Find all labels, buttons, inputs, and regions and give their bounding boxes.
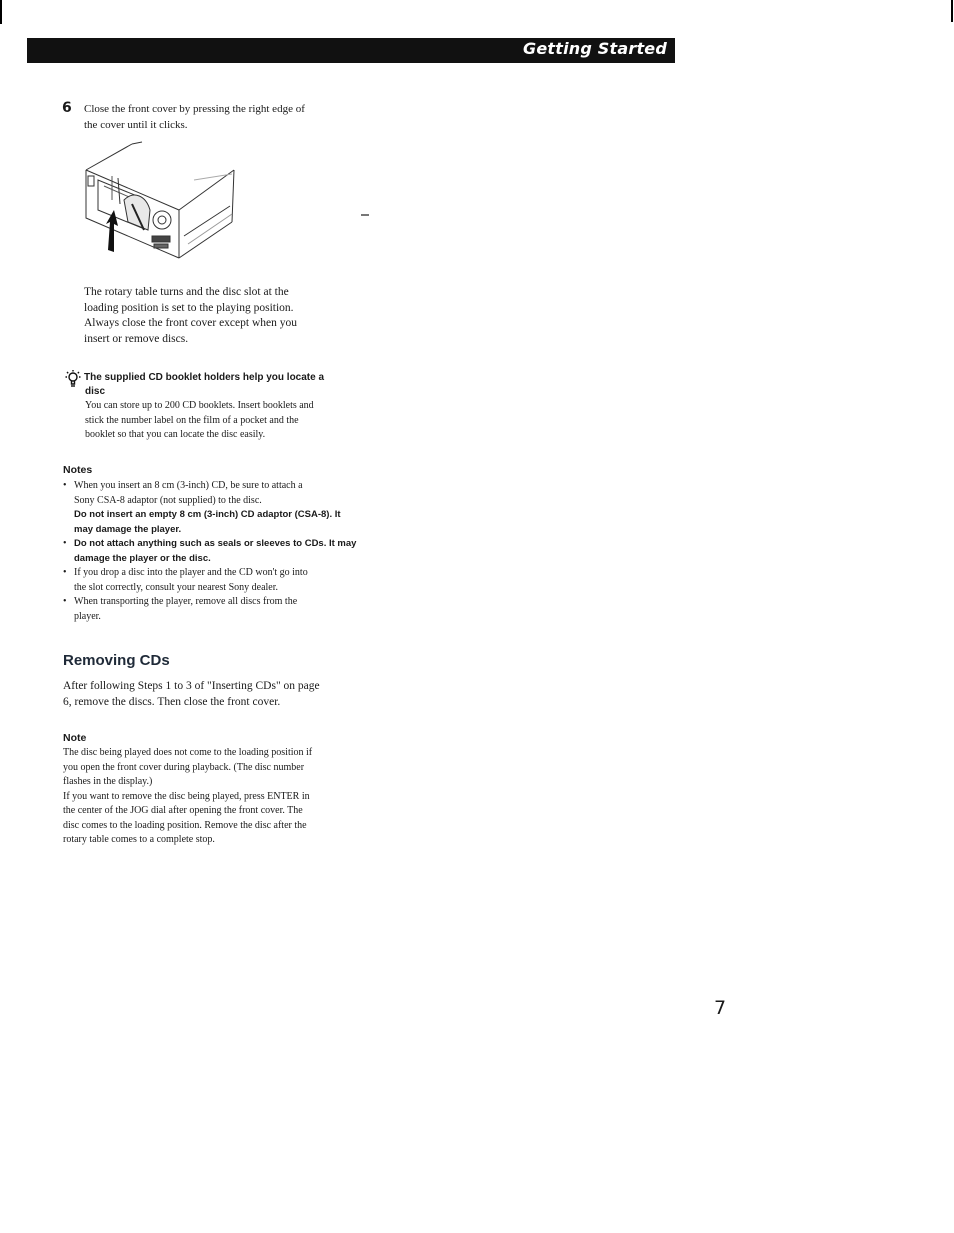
- step-6-line-2: the cover until it clicks.: [84, 118, 188, 131]
- note-2-line-2: damage the player or the disc.: [74, 552, 211, 564]
- lightbulb-icon: [64, 369, 82, 389]
- note-4-line-2: player.: [74, 610, 101, 622]
- note-1-warning-line-1: Do not insert an empty 8 cm (3-inch) CD adaptor (CSA-8). It: [74, 509, 341, 520]
- step-number: 6: [62, 100, 72, 116]
- note-1-warning-line-2: may damage the player.: [74, 523, 182, 535]
- note-2-line-1: Do not attach anything such as seals or sleeves to CDs. It may: [74, 538, 357, 549]
- rotary-line-1: The rotary table turns and the disc slot at the: [84, 286, 289, 298]
- tip-line-2: stick the number label on the film of a pocket and the: [85, 414, 299, 426]
- note-3-line-2: the slot correctly, consult your nearest Sony dealer.: [74, 581, 279, 593]
- tip-heading-line-2: disc: [85, 386, 106, 397]
- note-3-line-1: If you drop a disc into the player and the CD won't go into: [74, 567, 308, 578]
- notes-item: [63, 566, 363, 595]
- bullet: •: [63, 596, 67, 607]
- tip-line-1: You can store up to 200 CD booklets. Insert booklets and: [85, 400, 314, 411]
- removing-cds-title: Removing CDs: [63, 652, 170, 669]
- scan-edge-mark-right: [951, 0, 953, 22]
- note-line-1: The disc being played does not come to the loading position if: [63, 747, 313, 758]
- step-6-text: [84, 102, 364, 133]
- rotary-line-4: insert or remove discs.: [84, 332, 189, 345]
- scan-edge-mark-left: [0, 0, 2, 24]
- note-line-3: flashes in the display.): [63, 776, 153, 787]
- notes-item: [63, 479, 363, 537]
- notes-list: [63, 479, 363, 624]
- cd-player-illustration: [84, 140, 244, 260]
- note-line-4: If you want to remove the disc being played, press ENTER in: [63, 790, 310, 802]
- note-1-line-1: When you insert an 8 cm (3-inch) CD, be sure to attach a: [74, 480, 303, 491]
- bullet: •: [63, 480, 67, 491]
- tip-heading: [84, 371, 354, 399]
- removing-line-1: After following Steps 1 to 3 of "Inserting CDs" on page: [63, 680, 320, 692]
- cd-player-front-cover-icon: [84, 140, 244, 260]
- bullet: •: [63, 538, 67, 549]
- note-line-5: the center of the JOG dial after opening the front cover. The: [63, 805, 303, 816]
- note-1-line-2: Sony CSA-8 adaptor (not supplied) to the disc.: [74, 494, 262, 506]
- tip-heading-line-1: The supplied CD booklet holders help you locate a: [84, 372, 325, 383]
- note-line-7: rotary table comes to a complete stop.: [63, 834, 215, 845]
- section-header-bar: [27, 38, 675, 63]
- notes-heading: Notes: [63, 464, 93, 476]
- note-body: [63, 746, 363, 848]
- section-header-title: Getting Started: [523, 39, 667, 58]
- removing-line-2: 6, remove the discs. Then close the front cover.: [63, 695, 281, 708]
- note-line-2: you open the front cover during playback. (The disc number: [63, 761, 305, 773]
- tip-line-3: booklet so that you can locate the disc easily.: [85, 429, 266, 440]
- notes-item: [63, 537, 363, 566]
- note-4-line-1: When transporting the player, remove all discs from the: [74, 596, 298, 607]
- step-6-line-1: Close the front cover by pressing the right edge of: [84, 103, 305, 115]
- scan-speck: [361, 214, 369, 216]
- notes-item: [63, 595, 363, 624]
- bullet: •: [63, 567, 67, 578]
- removing-cds-paragraph: [63, 679, 363, 710]
- rotary-line-2: loading position is set to the playing position.: [84, 301, 294, 314]
- tip-body: [85, 399, 360, 443]
- rotary-table-paragraph: [84, 285, 364, 347]
- rotary-line-3: Always close the front cover except when you: [84, 317, 297, 329]
- page-number: 7: [714, 997, 727, 1019]
- note-line-6: disc comes to the loading position. Remove the disc after the: [63, 819, 307, 831]
- note-heading: Note: [63, 732, 87, 744]
